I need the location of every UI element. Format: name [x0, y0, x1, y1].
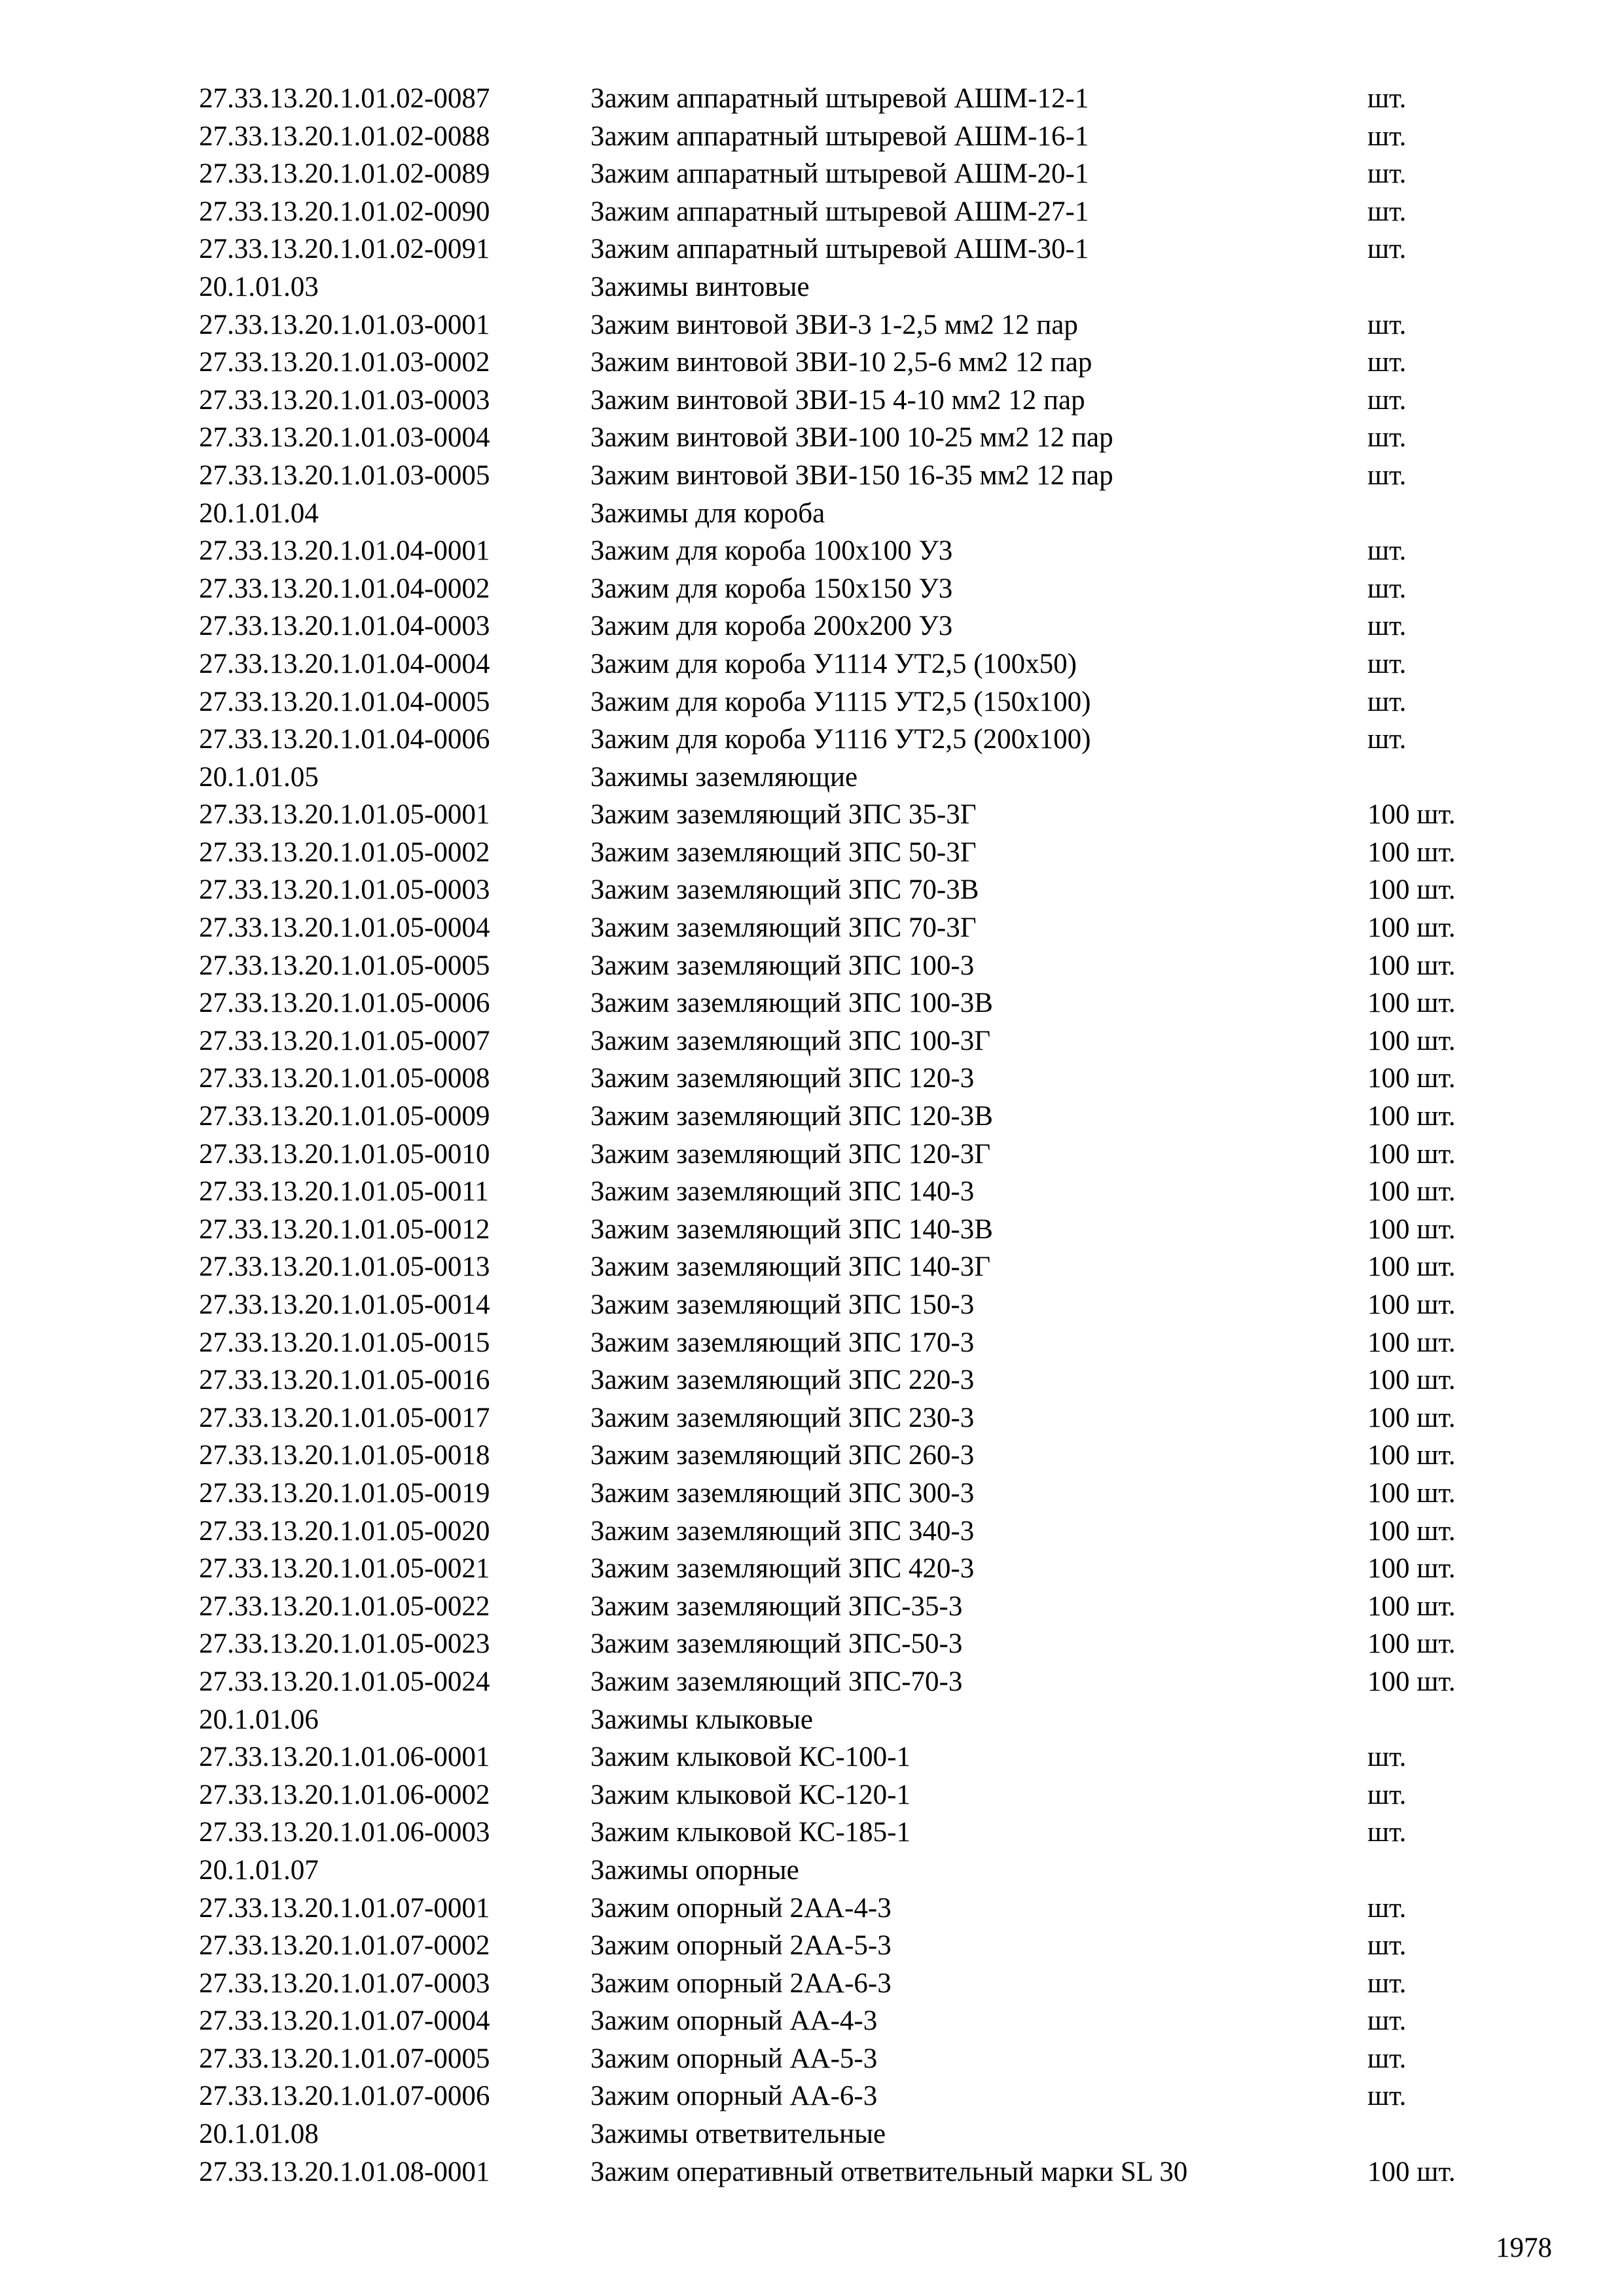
- item-code: 20.1.01.07: [199, 1854, 319, 1886]
- item-unit: шт.: [1367, 2081, 1407, 2112]
- catalog-row: [199, 457, 1508, 495]
- group-heading-row: [199, 495, 1508, 533]
- item-unit: 100 шт.: [1367, 1590, 1456, 1622]
- item-name: Зажим заземляющий ЗПС 230-3: [590, 1402, 975, 1433]
- group-heading-row: [199, 268, 1508, 306]
- item-code: 27.33.13.20.1.01.05-0010: [199, 1138, 490, 1170]
- item-name: Зажим заземляющий ЗПС 140-3Г: [590, 1251, 991, 1283]
- item-name: Зажим аппаратный штыревой АШМ-16-1: [590, 120, 1089, 152]
- item-code: 27.33.13.20.1.01.07-0001: [199, 1892, 490, 1924]
- catalog-row: [199, 834, 1508, 872]
- catalog-row: [199, 193, 1508, 231]
- item-name: Зажим заземляющий ЗПС 140-3В: [590, 1213, 993, 1245]
- catalog-row: [199, 1588, 1508, 1626]
- group-heading-row: [199, 1701, 1508, 1739]
- page-number: 1978: [1496, 2233, 1552, 2263]
- item-code: 27.33.13.20.1.01.03-0001: [199, 309, 490, 340]
- item-code: 27.33.13.20.1.01.07-0004: [199, 2005, 490, 2037]
- item-code: 27.33.13.20.1.01.04-0006: [199, 724, 490, 755]
- item-unit: 100 шт.: [1367, 1025, 1456, 1056]
- item-code: 27.33.13.20.1.01.05-0001: [199, 799, 490, 831]
- catalog-row: [199, 947, 1508, 985]
- item-unit: шт.: [1367, 384, 1407, 416]
- item-code: 27.33.13.20.1.01.03-0005: [199, 459, 490, 491]
- item-unit: 100 шт.: [1367, 950, 1456, 981]
- item-code: 27.33.13.20.1.01.03-0004: [199, 422, 490, 454]
- item-unit: шт.: [1367, 196, 1407, 227]
- item-unit: шт.: [1367, 611, 1407, 642]
- item-unit: 100 шт.: [1367, 836, 1456, 868]
- item-name: Зажим заземляющий ЗПС 260-3: [590, 1440, 975, 1471]
- catalog-row: [199, 1399, 1508, 1437]
- item-name: Зажим аппаратный штыревой АШМ-12-1: [590, 83, 1089, 114]
- item-code: 27.33.13.20.1.01.06-0003: [199, 1817, 490, 1848]
- item-name: Зажим винтовой ЗВИ-10 2,5-6 мм2 12 пар: [590, 347, 1092, 378]
- item-name: Зажим заземляющий ЗПС 170-3: [590, 1327, 975, 1358]
- catalog-row: [199, 1625, 1508, 1663]
- catalog-row: [199, 532, 1508, 570]
- item-unit: шт.: [1367, 459, 1407, 491]
- group-name: Зажимы опорные: [590, 1854, 799, 1886]
- catalog-row: [199, 1965, 1508, 2003]
- item-unit: шт.: [1367, 1892, 1407, 1924]
- item-name: Зажим опорный АА-6-3: [590, 2081, 878, 2112]
- item-unit: шт.: [1367, 1967, 1407, 1999]
- item-name: Зажим заземляющий ЗПС 120-3В: [590, 1101, 993, 1132]
- catalog-row: [199, 1814, 1508, 1852]
- item-code: 27.33.13.20.1.01.05-0020: [199, 1515, 490, 1547]
- catalog-row: [199, 796, 1508, 834]
- catalog-row: [199, 1513, 1508, 1551]
- catalog-row: [199, 721, 1508, 759]
- item-name: Зажим клыковой КС-120-1: [590, 1779, 911, 1810]
- item-name: Зажим заземляющий ЗПС 70-3Г: [590, 912, 977, 944]
- item-code: 27.33.13.20.1.01.05-0023: [199, 1628, 490, 1660]
- item-name: Зажим винтовой ЗВИ-150 16-35 мм2 12 пар: [590, 459, 1113, 491]
- item-unit: шт.: [1367, 648, 1407, 679]
- item-code: 20.1.01.06: [199, 1704, 319, 1735]
- item-unit: 100 шт.: [1367, 1402, 1456, 1433]
- item-name: Зажим для короба У1115 УТ2,5 (150х100): [590, 686, 1091, 717]
- item-unit: 100 шт.: [1367, 1477, 1456, 1509]
- catalog-row: [199, 1286, 1508, 1324]
- item-unit: шт.: [1367, 1742, 1407, 1773]
- item-code: 27.33.13.20.1.01.05-0015: [199, 1327, 490, 1358]
- item-unit: шт.: [1367, 1930, 1407, 1962]
- item-name: Зажим оперативный ответвительный марки SL 30: [590, 2156, 1188, 2187]
- catalog-row: [199, 871, 1508, 909]
- catalog-row: [199, 909, 1508, 947]
- item-name: Зажим заземляющий ЗПС 150-3: [590, 1289, 975, 1320]
- catalog-row: [199, 645, 1508, 683]
- item-code: 27.33.13.20.1.01.05-0007: [199, 1025, 490, 1056]
- catalog-row: [199, 155, 1508, 193]
- item-unit: шт.: [1367, 2043, 1407, 2074]
- item-code: 27.33.13.20.1.01.02-0089: [199, 158, 490, 190]
- catalog-row: [199, 1475, 1508, 1513]
- item-name: Зажим винтовой ЗВИ-3 1-2,5 мм2 12 пар: [590, 309, 1078, 340]
- item-code: 27.33.13.20.1.01.07-0002: [199, 1930, 490, 1962]
- catalog-row: [199, 1776, 1508, 1814]
- item-name: Зажим опорный 2АА-6-3: [590, 1967, 892, 1999]
- item-code: 27.33.13.20.1.01.04-0002: [199, 573, 490, 604]
- catalog-row: [199, 1890, 1508, 1928]
- item-code: 27.33.13.20.1.01.05-0021: [199, 1553, 490, 1585]
- item-unit: шт.: [1367, 309, 1407, 340]
- item-code: 27.33.13.20.1.01.06-0002: [199, 1779, 490, 1810]
- item-code: 27.33.13.20.1.01.05-0003: [199, 874, 490, 906]
- catalog-row: [199, 1927, 1508, 1965]
- item-name: Зажим опорный АА-4-3: [590, 2005, 878, 2037]
- item-name: Зажим клыковой КС-100-1: [590, 1742, 911, 1773]
- group-heading-row: [199, 2115, 1508, 2153]
- item-code: 27.33.13.20.1.01.05-0002: [199, 836, 490, 868]
- item-unit: 100 шт.: [1367, 1101, 1456, 1132]
- item-unit: 100 шт.: [1367, 1138, 1456, 1170]
- item-name: Зажим для короба У1114 УТ2,5 (100х50): [590, 648, 1077, 679]
- item-code: 27.33.13.20.1.01.03-0002: [199, 347, 490, 378]
- catalog-row: [199, 1550, 1508, 1588]
- catalog-row: [199, 1248, 1508, 1286]
- item-name: Зажим опорный АА-5-3: [590, 2043, 878, 2074]
- item-unit: шт.: [1367, 573, 1407, 604]
- item-name: Зажим заземляющий ЗПС 50-3Г: [590, 836, 977, 868]
- item-code: 27.33.13.20.1.01.06-0001: [199, 1742, 490, 1773]
- item-name: Зажим опорный 2АА-5-3: [590, 1930, 892, 1962]
- item-code: 27.33.13.20.1.01.05-0024: [199, 1666, 490, 1697]
- item-code: 27.33.13.20.1.01.05-0006: [199, 988, 490, 1019]
- item-unit: 100 шт.: [1367, 1553, 1456, 1585]
- catalog-row: [199, 419, 1508, 457]
- item-name: Зажим для короба 200х200 У3: [590, 611, 953, 642]
- group-name: Зажимы заземляющие: [590, 761, 858, 793]
- item-name: Зажим заземляющий ЗПС-35-3: [590, 1590, 963, 1622]
- item-unit: шт.: [1367, 234, 1407, 265]
- catalog-row: [199, 230, 1508, 268]
- group-heading-row: [199, 759, 1508, 797]
- catalog-row: [199, 344, 1508, 382]
- item-name: Зажим для короба 100х100 У3: [590, 535, 953, 567]
- catalog-row: [199, 1060, 1508, 1098]
- item-unit: 100 шт.: [1367, 1251, 1456, 1283]
- item-unit: шт.: [1367, 1817, 1407, 1848]
- item-code: 27.33.13.20.1.01.05-0008: [199, 1063, 490, 1094]
- item-unit: 100 шт.: [1367, 1213, 1456, 1245]
- catalog-row: [199, 1324, 1508, 1362]
- item-unit: 100 шт.: [1367, 912, 1456, 944]
- item-name: Зажим заземляющий ЗПС 70-3В: [590, 874, 979, 906]
- item-name: Зажим опорный 2АА-4-3: [590, 1892, 892, 1924]
- item-code: 27.33.13.20.1.01.05-0009: [199, 1101, 490, 1132]
- catalog-row: [199, 1663, 1508, 1701]
- catalog-row: [199, 306, 1508, 344]
- item-name: Зажим заземляющий ЗПС 120-3Г: [590, 1138, 991, 1170]
- group-name: Зажимы для короба: [590, 497, 825, 529]
- catalog-row: [199, 984, 1508, 1022]
- item-unit: 100 шт.: [1367, 1440, 1456, 1471]
- catalog-row: [199, 118, 1508, 156]
- item-unit: шт.: [1367, 2005, 1407, 2037]
- catalog-row: [199, 2002, 1508, 2040]
- item-code: 27.33.13.20.1.01.02-0087: [199, 83, 490, 114]
- item-code: 27.33.13.20.1.01.05-0004: [199, 912, 490, 944]
- item-name: Зажим аппаратный штыревой АШМ-20-1: [590, 158, 1089, 190]
- item-unit: 100 шт.: [1367, 1289, 1456, 1320]
- item-unit: 100 шт.: [1367, 1666, 1456, 1697]
- item-name: Зажим аппаратный штыревой АШМ-30-1: [590, 234, 1089, 265]
- item-name: Зажим аппаратный штыревой АШМ-27-1: [590, 196, 1089, 227]
- item-code: 27.33.13.20.1.01.05-0014: [199, 1289, 490, 1320]
- item-code: 20.1.01.04: [199, 497, 319, 529]
- item-unit: 100 шт.: [1367, 1628, 1456, 1660]
- item-name: Зажим клыковой КС-185-1: [590, 1817, 911, 1848]
- item-code: 27.33.13.20.1.01.07-0003: [199, 1967, 490, 1999]
- catalog-row: [199, 683, 1508, 721]
- item-name: Зажим заземляющий ЗПС-50-3: [590, 1628, 963, 1660]
- catalog-row: [199, 1437, 1508, 1475]
- group-name: Зажимы клыковые: [590, 1704, 813, 1735]
- group-heading-row: [199, 1852, 1508, 1890]
- item-unit: шт.: [1367, 535, 1407, 567]
- item-code: 27.33.13.20.1.01.07-0005: [199, 2043, 490, 2074]
- item-code: 27.33.13.20.1.01.05-0018: [199, 1440, 490, 1471]
- catalog-row: [199, 382, 1508, 420]
- catalog-row: [199, 1098, 1508, 1136]
- item-code: 27.33.13.20.1.01.05-0011: [199, 1176, 489, 1208]
- item-name: Зажим винтовой ЗВИ-15 4-10 мм2 12 пар: [590, 384, 1085, 416]
- item-code: 27.33.13.20.1.01.05-0022: [199, 1590, 490, 1622]
- catalog-row: [199, 1173, 1508, 1211]
- catalog-row: [199, 1136, 1508, 1174]
- catalog-row: [199, 1022, 1508, 1060]
- item-code: 27.33.13.20.1.01.02-0088: [199, 120, 490, 152]
- item-name: Зажим заземляющий ЗПС 140-3: [590, 1176, 975, 1208]
- item-unit: шт.: [1367, 686, 1407, 717]
- item-code: 27.33.13.20.1.01.05-0019: [199, 1477, 490, 1509]
- item-unit: шт.: [1367, 422, 1407, 454]
- item-name: Зажим заземляющий ЗПС 100-3: [590, 950, 975, 981]
- catalog-row: [199, 1738, 1508, 1776]
- catalog-row: [199, 1361, 1508, 1399]
- item-code: 27.33.13.20.1.01.05-0017: [199, 1402, 490, 1433]
- catalog-row: [199, 2040, 1508, 2078]
- catalog-row: [199, 80, 1508, 118]
- item-unit: шт.: [1367, 83, 1407, 114]
- item-unit: 100 шт.: [1367, 1365, 1456, 1396]
- item-code: 20.1.01.08: [199, 2119, 319, 2150]
- item-code: 20.1.01.05: [199, 761, 319, 793]
- item-name: Зажим заземляющий ЗПС 340-3: [590, 1515, 975, 1547]
- item-unit: 100 шт.: [1367, 1063, 1456, 1094]
- item-name: Зажим заземляющий ЗПС 35-3Г: [590, 799, 977, 831]
- item-code: 27.33.13.20.1.01.05-0013: [199, 1251, 490, 1283]
- item-name: Зажим для короба 150х150 У3: [590, 573, 953, 604]
- catalog-row: [199, 570, 1508, 608]
- item-code: 27.33.13.20.1.01.07-0006: [199, 2081, 490, 2112]
- item-name: Зажим для короба У1116 УТ2,5 (200х100): [590, 724, 1091, 755]
- item-name: Зажим заземляющий ЗПС 420-3: [590, 1553, 975, 1585]
- item-unit: шт.: [1367, 347, 1407, 378]
- item-name: Зажим заземляющий ЗПС 120-3: [590, 1063, 975, 1094]
- catalog-row: [199, 1211, 1508, 1249]
- item-code: 27.33.13.20.1.01.08-0001: [199, 2156, 490, 2187]
- item-code: 27.33.13.20.1.01.05-0005: [199, 950, 490, 981]
- item-unit: шт.: [1367, 724, 1407, 755]
- item-unit: шт.: [1367, 158, 1407, 190]
- group-name: Зажимы ответвительные: [590, 2119, 886, 2150]
- item-name: Зажим заземляющий ЗПС 100-3Г: [590, 1025, 991, 1056]
- item-unit: 100 шт.: [1367, 799, 1456, 831]
- item-unit: 100 шт.: [1367, 1515, 1456, 1547]
- group-name: Зажимы винтовые: [590, 271, 810, 302]
- item-code: 27.33.13.20.1.01.04-0004: [199, 648, 490, 679]
- item-code: 27.33.13.20.1.01.02-0090: [199, 196, 490, 227]
- item-code: 27.33.13.20.1.01.04-0003: [199, 611, 490, 642]
- item-name: Зажим заземляющий ЗПС 220-3: [590, 1365, 975, 1396]
- item-code: 27.33.13.20.1.01.02-0091: [199, 234, 490, 265]
- item-name: Зажим заземляющий ЗПС 100-3В: [590, 988, 993, 1019]
- item-name: Зажим винтовой ЗВИ-100 10-25 мм2 12 пар: [590, 422, 1113, 454]
- item-unit: 100 шт.: [1367, 1327, 1456, 1358]
- item-code: 27.33.13.20.1.01.03-0003: [199, 384, 490, 416]
- item-code: 20.1.01.03: [199, 271, 319, 302]
- item-unit: 100 шт.: [1367, 1176, 1456, 1208]
- catalog-list: [199, 80, 1508, 2191]
- item-code: 27.33.13.20.1.01.04-0005: [199, 686, 490, 717]
- item-unit: 100 шт.: [1367, 988, 1456, 1019]
- catalog-row: [199, 2077, 1508, 2115]
- item-unit: 100 шт.: [1367, 874, 1456, 906]
- item-code: 27.33.13.20.1.01.04-0001: [199, 535, 490, 567]
- item-unit: 100 шт.: [1367, 2156, 1456, 2187]
- item-name: Зажим заземляющий ЗПС 300-3: [590, 1477, 975, 1509]
- item-unit: шт.: [1367, 1779, 1407, 1810]
- item-code: 27.33.13.20.1.01.05-0012: [199, 1213, 490, 1245]
- catalog-row: [199, 607, 1508, 645]
- item-code: 27.33.13.20.1.01.05-0016: [199, 1365, 490, 1396]
- catalog-row: [199, 2153, 1508, 2191]
- item-name: Зажим заземляющий ЗПС-70-3: [590, 1666, 963, 1697]
- item-unit: шт.: [1367, 120, 1407, 152]
